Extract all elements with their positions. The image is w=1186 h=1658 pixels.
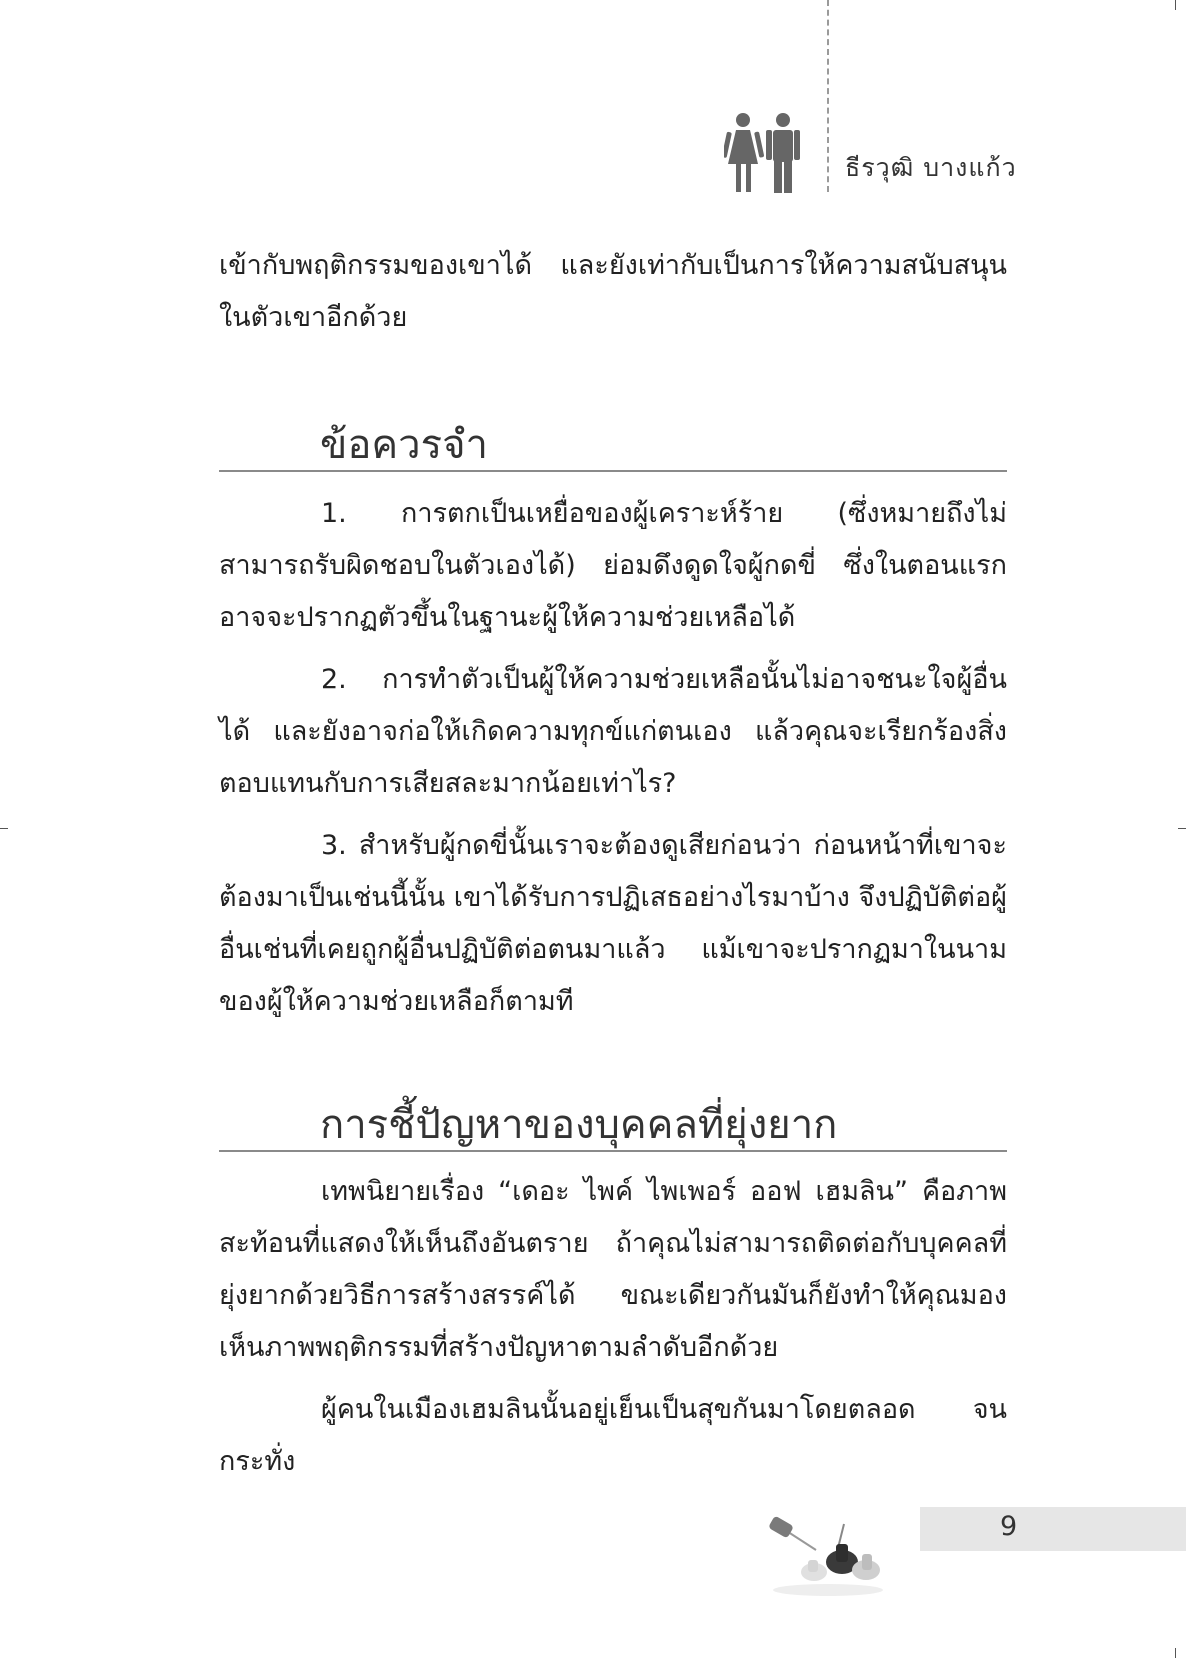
page-number-box xyxy=(920,1507,1186,1551)
header-divider xyxy=(827,0,829,192)
crop-mark xyxy=(1175,1648,1176,1658)
crop-mark xyxy=(1175,0,1176,10)
push-pins-icon xyxy=(768,1516,898,1598)
list-item: 3. สำหรับผู้กดขี่นั้นเราจะต้องดูเสียก่อนว่า ก่อนหน้าที่เขาจะต้องมาเป็นเช่นนี้นั้น เขาได้รับการปฏิเสธอย่างไรมาบ้าง จึงปฏิบัติต่อผู้อื่นเช่นที่เคยถูกผู้อื่นปฏิบัติต่อตนมาแล้ว แม้เขาจะปรากฏมาในนามของผู้ให้ความช่วยเหลือก็ตามที xyxy=(219,830,1007,1017)
list-item: 1. การตกเป็นเหยื่อของผู้เคราะห์ร้าย (ซึ่งหมายถึงไม่สามารถรับผิดชอบในตัวเองได้) ย่อมดึงดูดใจผู้กดขี่ ซึ่งในตอนแรกอาจจะปรากฏตัวขึ้นในฐานะผู้ให้ความช่วยเหลือได้ xyxy=(219,498,1007,633)
section1-body xyxy=(219,488,1007,1028)
section-heading: การชี้ปัญหาของบุคคลที่ยุ่งยาก xyxy=(320,1102,838,1148)
section-rule xyxy=(219,1150,1007,1152)
page-number: 9 xyxy=(1000,1511,1018,1542)
section-heading: ข้อควรจำ xyxy=(320,422,488,468)
body-paragraph: ผู้คนในเมืองเฮมลินนั้นอยู่เย็นเป็นสุขกันมาโดยตลอด จนกระทั่ง xyxy=(219,1394,1007,1477)
intro-paragraph: เข้ากับพฤติกรรมของเขาได้ และยังเท่ากับเป็นการให้ความสนับสนุนในตัวเขาอีกด้วย xyxy=(219,250,1007,333)
section-rule xyxy=(219,470,1007,472)
crop-mark xyxy=(0,828,8,829)
list-item: 2. การทำตัวเป็นผู้ให้ความช่วยเหลือนั้นไม่อาจชนะใจผู้อื่นได้ และยังอาจก่อให้เกิดความทุกข์แก่ตนเอง แล้วคุณจะเรียกร้องสิ่งตอบแทนกับการเสียสละมากน้อยเท่าไร? xyxy=(219,664,1007,799)
crop-mark xyxy=(1178,828,1186,829)
header-author: ธีรวุฒิ บางแก้ว xyxy=(845,153,1017,182)
man-woman-restroom-icon xyxy=(724,112,804,194)
intro-paragraph-block xyxy=(219,240,1007,344)
section2-body xyxy=(219,1166,1007,1488)
body-paragraph: เทพนิยายเรื่อง “เดอะ ไพค์ ไพเพอร์ ออฟ เฮมลิน” คือภาพสะท้อนที่แสดงให้เห็นถึงอันตราย ถ้าคุณไม่สามารถติดต่อกับบุคคลที่ยุ่งยากด้วยวิธีการสร้างสรรค์ได้ ขณะเดียวกันมันก็ยังทำให้คุณมองเห็นภาพพฤติกรรมที่สร้างปัญหาตามลำดับอีกด้วย xyxy=(219,1176,1007,1363)
